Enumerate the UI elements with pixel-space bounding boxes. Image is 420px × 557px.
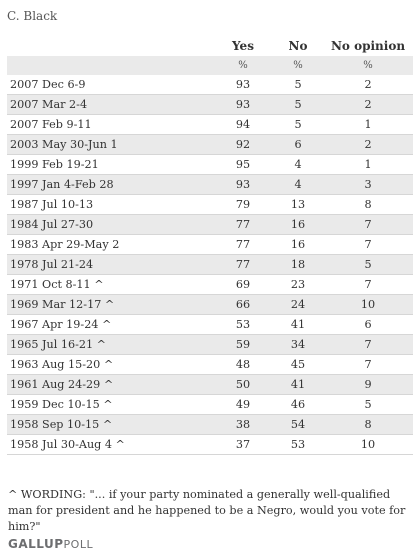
row-date: 1983 Apr 29-May 2 xyxy=(7,235,213,255)
row-no: 16 xyxy=(273,235,323,255)
row-yes: 77 xyxy=(213,255,273,275)
row-no-opinion: 8 xyxy=(323,415,413,435)
row-yes: 92 xyxy=(213,135,273,155)
table-row xyxy=(7,275,413,295)
row-date: 1959 Dec 10-15 ^ xyxy=(7,395,213,415)
section-title: C. Black xyxy=(7,9,58,23)
row-no-opinion: 2 xyxy=(323,75,413,95)
row-no-opinion: 3 xyxy=(323,175,413,195)
row-yes: 93 xyxy=(213,95,273,115)
units-yes: % xyxy=(213,56,273,75)
row-no-opinion: 10 xyxy=(323,435,413,455)
row-no: 34 xyxy=(273,335,323,355)
table-row xyxy=(7,115,413,135)
table-row xyxy=(7,355,413,375)
row-no-opinion: 5 xyxy=(323,395,413,415)
units-no: % xyxy=(273,56,323,75)
logo-gallup: GALLUP xyxy=(8,537,64,551)
gallup-poll-logo xyxy=(8,537,93,551)
row-no: 41 xyxy=(273,375,323,395)
row-no: 41 xyxy=(273,315,323,335)
row-no-opinion: 7 xyxy=(323,215,413,235)
row-no-opinion: 2 xyxy=(323,135,413,155)
row-no: 5 xyxy=(273,95,323,115)
row-no-opinion: 10 xyxy=(323,295,413,315)
table-row xyxy=(7,295,413,315)
row-no: 45 xyxy=(273,355,323,375)
row-yes: 37 xyxy=(213,435,273,455)
row-no: 53 xyxy=(273,435,323,455)
row-no: 13 xyxy=(273,195,323,215)
table-row xyxy=(7,95,413,115)
table-row xyxy=(7,395,413,415)
row-yes: 94 xyxy=(213,115,273,135)
units-row xyxy=(7,56,413,75)
row-no-opinion: 8 xyxy=(323,195,413,215)
row-date: 1958 Sep 10-15 ^ xyxy=(7,415,213,435)
header-no-opinion: No opinion xyxy=(330,38,406,53)
units-no-opinion: % xyxy=(323,56,413,75)
row-no: 24 xyxy=(273,295,323,315)
table-row xyxy=(7,435,413,455)
row-no: 16 xyxy=(273,215,323,235)
row-no: 5 xyxy=(273,115,323,135)
row-no: 4 xyxy=(273,175,323,195)
header-date xyxy=(7,36,213,56)
row-date: 2003 May 30-Jun 1 xyxy=(7,135,213,155)
row-yes: 48 xyxy=(213,355,273,375)
row-no-opinion: 7 xyxy=(323,235,413,255)
row-yes: 49 xyxy=(213,395,273,415)
row-date: 1967 Apr 19-24 ^ xyxy=(7,315,213,335)
table-row xyxy=(7,255,413,275)
table-row xyxy=(7,415,413,435)
row-no: 23 xyxy=(273,275,323,295)
row-date: 1984 Jul 27-30 xyxy=(7,215,213,235)
row-date: 1961 Aug 24-29 ^ xyxy=(7,375,213,395)
table-row xyxy=(7,135,413,155)
table-row xyxy=(7,175,413,195)
row-no: 54 xyxy=(273,415,323,435)
row-date: 2007 Mar 2-4 xyxy=(7,95,213,115)
header-no: No xyxy=(288,38,308,53)
row-no-opinion: 1 xyxy=(323,115,413,135)
row-yes: 66 xyxy=(213,295,273,315)
table-row xyxy=(7,235,413,255)
table-row xyxy=(7,195,413,215)
row-yes: 93 xyxy=(213,175,273,195)
header-row xyxy=(7,36,413,56)
row-no: 5 xyxy=(273,75,323,95)
row-date: 2007 Feb 9-11 xyxy=(7,115,213,135)
results-table xyxy=(7,36,413,455)
row-date: 1965 Jul 16-21 ^ xyxy=(7,335,213,355)
row-yes: 59 xyxy=(213,335,273,355)
row-yes: 53 xyxy=(213,315,273,335)
row-date: 1999 Feb 19-21 xyxy=(7,155,213,175)
row-date: 1978 Jul 21-24 xyxy=(7,255,213,275)
wording-footnote: ^ WORDING: "... if your party nominated a generally well-qualified man for president and he happened to be a Negro, would you vote for him?" xyxy=(8,488,406,533)
row-no: 18 xyxy=(273,255,323,275)
table-row xyxy=(7,375,413,395)
units-label xyxy=(7,56,213,75)
header-yes: Yes xyxy=(232,38,254,53)
row-no-opinion: 1 xyxy=(323,155,413,175)
row-date: 1997 Jan 4-Feb 28 xyxy=(7,175,213,195)
logo-poll: POLL xyxy=(63,538,94,551)
row-date: 1963 Aug 15-20 ^ xyxy=(7,355,213,375)
row-yes: 77 xyxy=(213,215,273,235)
table-row xyxy=(7,315,413,335)
table-row xyxy=(7,155,413,175)
row-yes: 69 xyxy=(213,275,273,295)
row-yes: 38 xyxy=(213,415,273,435)
row-no: 46 xyxy=(273,395,323,415)
row-no: 4 xyxy=(273,155,323,175)
row-yes: 93 xyxy=(213,75,273,95)
row-yes: 50 xyxy=(213,375,273,395)
row-no-opinion: 9 xyxy=(323,375,413,395)
row-date: 1969 Mar 12-17 ^ xyxy=(7,295,213,315)
table-row xyxy=(7,75,413,95)
table-row xyxy=(7,215,413,235)
row-no-opinion: 7 xyxy=(323,355,413,375)
row-yes: 77 xyxy=(213,235,273,255)
row-no: 6 xyxy=(273,135,323,155)
row-no-opinion: 7 xyxy=(323,335,413,355)
row-no-opinion: 6 xyxy=(323,315,413,335)
row-date: 2007 Dec 6-9 xyxy=(7,75,213,95)
row-date: 1987 Jul 10-13 xyxy=(7,195,213,215)
row-date: 1971 Oct 8-11 ^ xyxy=(7,275,213,295)
table-row xyxy=(7,335,413,355)
row-no-opinion: 5 xyxy=(323,255,413,275)
row-yes: 95 xyxy=(213,155,273,175)
row-no-opinion: 2 xyxy=(323,95,413,115)
row-yes: 79 xyxy=(213,195,273,215)
row-date: 1958 Jul 30-Aug 4 ^ xyxy=(7,435,213,455)
row-no-opinion: 7 xyxy=(323,275,413,295)
